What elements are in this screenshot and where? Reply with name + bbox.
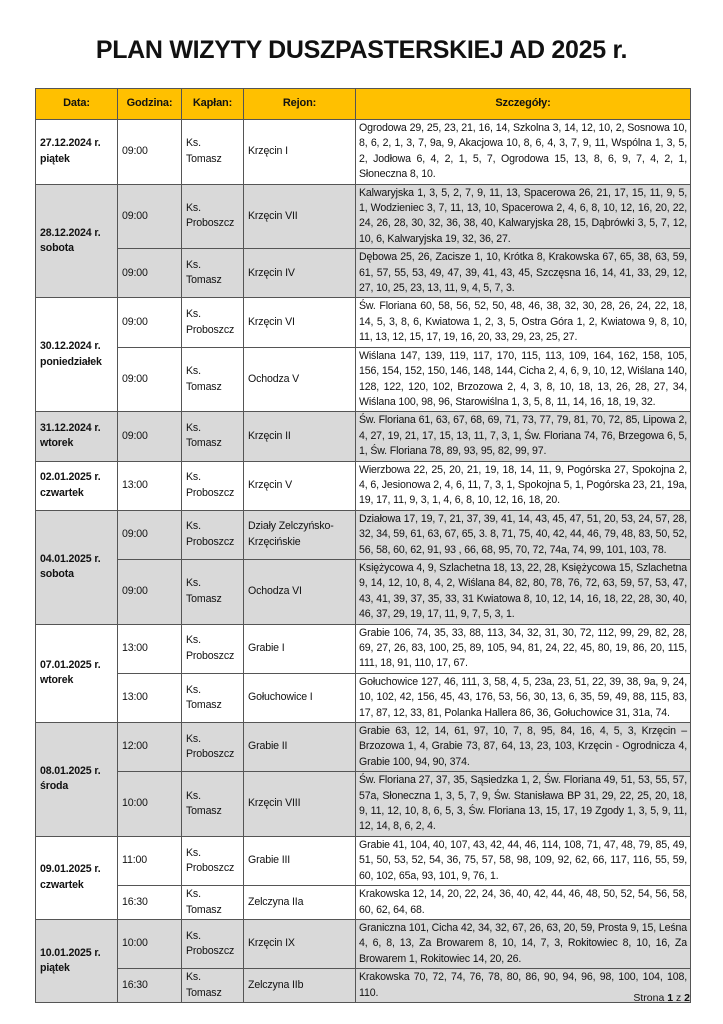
details-cell: Ogrodowa 29, 25, 23, 21, 16, 14, Szkolna 3, 14, 12, 10, 2, Sosnowa 10, 8, 6, 2, 1, 3, 7, 9a, 9, Akacjowa 10, 8, 6, 4, 3, 7, 9, 11, Wspólna 1, 3, 5, 2, Jodłowa 6, 4, 2, 1, 5, 7, Ogrodowa 15, 13, 8, 6, 9, 7, 4, 2, 1, Słoneczna 8, 10.	[356, 120, 691, 185]
time-cell: 09:00	[118, 559, 182, 624]
date-cell	[36, 624, 118, 722]
details-cell: Krakowska 70, 72, 74, 76, 78, 80, 86, 90, 94, 96, 98, 100, 104, 108, 110.	[356, 969, 691, 1003]
table-row	[36, 184, 691, 249]
priest-cell: Ks. Proboszcz	[182, 461, 244, 510]
visit-weekday: piątek	[40, 961, 70, 974]
visit-weekday: czwartek	[40, 878, 84, 891]
region-cell: Ochodza V	[244, 347, 356, 412]
table-row	[36, 347, 691, 412]
region-cell: Zelczyna IIb	[244, 969, 356, 1003]
region-cell: Zelczyna IIa	[244, 886, 356, 920]
visit-weekday: sobota	[40, 242, 74, 255]
table-row	[36, 673, 691, 722]
priest-cell: Ks. Tomasz	[182, 249, 244, 298]
time-cell: 13:00	[118, 461, 182, 510]
priest-cell: Ks. Proboszcz	[182, 510, 244, 559]
time-cell: 09:00	[118, 298, 182, 347]
header-date: Data:	[36, 89, 118, 120]
details-cell: Grabie 63, 12, 14, 61, 97, 10, 7, 8, 95, 84, 16, 4, 5, 3, Krzęcin – Brzozowa 1, 4, Grabie 73, 87, 64, 13, 23, 103, Krzęcin - Ogrodnicza 4, Grabie 100, 94, 90, 374.	[356, 723, 691, 772]
table-row	[36, 120, 691, 185]
table-row	[36, 298, 691, 347]
details-cell: Księżycowa 4, 9, Szlachetna 18, 13, 22, 28, Księżycowa 15, Szlachetna 9, 14, 12, 10, 8, 4, 2, Wiślana 84, 82, 80, 78, 76, 72, 63, 59, 57, 53, 47, 43, 41, 39, 37, 35, 33, 31 Kwiatowa 8, 10, 12, 14, 16, 18, 22, 28, 30, 40, 46, 37, 29, 19, 17, 11, 9, 7, 5, 3, 1.	[356, 559, 691, 624]
header-priest: Kapłan:	[182, 89, 244, 120]
table-row	[36, 510, 691, 559]
visit-date: 10.01.2025 r.	[40, 946, 101, 959]
page-sep: z	[675, 992, 682, 1004]
details-cell: Św. Floriana 61, 63, 67, 68, 69, 71, 73, 77, 79, 81, 70, 72, 85, Lipowa 2, 4, 27, 19, 21, 17, 15, 13, 11, 7, 3, 1, Św. Floriana 74, 76, Brzegowa 6, 5, 1, Św. Floriana 78, 89, 93, 95, 82, 99, 97.	[356, 412, 691, 461]
region-cell: Krzęcin VII	[244, 184, 356, 249]
table-header-row	[36, 89, 691, 120]
details-cell: Gołuchowice 127, 46, 111, 3, 58, 4, 5, 23a, 23, 51, 22, 39, 38, 9a, 9, 24, 10, 102, 42, 156, 45, 43, 176, 53, 56, 30, 13, 6, 35, 59, 49, 88, 115, 83, 17, 87, 12, 33, 81, Polanka Hallera 86, 36, Gołuchowice 31, 31a, 74.	[356, 673, 691, 722]
time-cell: 13:00	[118, 624, 182, 673]
table-row	[36, 624, 691, 673]
table-row	[36, 886, 691, 920]
table-row	[36, 559, 691, 624]
visit-weekday: wtorek	[40, 674, 74, 687]
total-pages: 2	[684, 992, 690, 1004]
visit-date: 07.01.2025 r.	[40, 658, 101, 671]
details-cell: Wierzbowa 22, 25, 20, 21, 19, 18, 14, 11, 9, Pogórska 27, Spokojna 2, 4, 6, Jesionowa 2, 4, 6, 11, 7, 3, 1, Spokojna 5, 1, Pogórska 23, 21, 19a, 19, 17, 11, 9, 3, 1, 4, 6, 8, 10, 12, 16, 18, 20.	[356, 461, 691, 510]
region-cell: Gołuchowice I	[244, 673, 356, 722]
region-cell: Grabie II	[244, 723, 356, 772]
visit-date: 27.12.2024 r.	[40, 137, 101, 150]
priest-cell: Ks. Tomasz	[182, 673, 244, 722]
region-cell: Krzęcin VI	[244, 298, 356, 347]
details-cell: Grabie 41, 104, 40, 107, 43, 42, 44, 46, 114, 108, 71, 47, 48, 79, 85, 49, 51, 50, 53, 52, 54, 36, 75, 57, 58, 98, 109, 92, 62, 66, 117, 116, 55, 59, 60, 102, 65a, 93, 101, 9, 76, 1.	[356, 836, 691, 885]
priest-cell: Ks. Proboszcz	[182, 919, 244, 968]
table-row	[36, 969, 691, 1003]
date-cell	[36, 836, 118, 919]
visit-weekday: czwartek	[40, 486, 84, 499]
date-cell	[36, 298, 118, 412]
date-cell	[36, 412, 118, 461]
priest-cell: Ks. Tomasz	[182, 886, 244, 920]
visit-date: 04.01.2025 r.	[40, 552, 101, 565]
region-cell: Krzęcin II	[244, 412, 356, 461]
time-cell: 09:00	[118, 184, 182, 249]
visit-date: 08.01.2025 r.	[40, 765, 101, 778]
visit-weekday: sobota	[40, 568, 74, 581]
details-cell: Dębowa 25, 26, Zacisze 1, 10, Krótka 8, Krakowska 67, 65, 38, 63, 59, 61, 57, 55, 53, 49, 47, 39, 41, 43, 45, Szczęsna 16, 14, 41, 33, 29, 12, 27, 10, 25, 23, 13, 11, 9, 4, 5, 7, 3.	[356, 249, 691, 298]
time-cell: 16:30	[118, 886, 182, 920]
region-cell: Ochodza VI	[244, 559, 356, 624]
region-cell: Grabie I	[244, 624, 356, 673]
date-cell	[36, 461, 118, 510]
details-cell: Wiślana 147, 139, 119, 117, 170, 115, 113, 109, 164, 162, 158, 105, 156, 154, 152, 150, 146, 148, 144, Cicha 2, 4, 6, 9, 10, 12, Wiślana 140, 128, 122, 120, 102, Brzozowa 2, 4, 3, 8, 10, 18, 13, 26, 28, 27, 34, Wiślana 100, 98, 96, Starowiślna 1, 3, 5, 8, 11, 14, 16, 18, 19, 32.	[356, 347, 691, 412]
page-title: PLAN WIZYTY DUSZPASTERSKIEJ AD 2025 r.	[95, 36, 628, 64]
header-region: Rejon:	[244, 89, 356, 120]
table-row	[36, 919, 691, 968]
time-cell: 09:00	[118, 120, 182, 185]
header-details: Szczegóły:	[356, 89, 691, 120]
visit-date: 09.01.2025 r.	[40, 863, 101, 876]
table-row	[36, 412, 691, 461]
table-row	[36, 461, 691, 510]
details-cell: Św. Floriana 27, 37, 35, Sąsiedzka 1, 2, Św. Floriana 49, 51, 53, 55, 57, 57a, Słoneczna 1, 3, 5, 7, 9, Św. Stanisława BP 31, 29, 22, 25, 20, 18, 9, 11, 12, 10, 8, 6, 5, 3, Św. Floriana 13, 15, 17, 19 Zgody 1, 3, 5, 9, 11, 12, 14, 8, 6, 2, 4.	[356, 772, 691, 837]
time-cell: 10:00	[118, 772, 182, 837]
details-cell: Św. Floriana 60, 58, 56, 52, 50, 48, 46, 38, 32, 30, 28, 26, 24, 22, 18, 14, 5, 3, 8, 6, Kwiatowa 1, 2, 3, 5, Ostra Góra 1, 2, Kwiatowa 9, 8, 10, 11, 13, 12, 15, 17, 19, 16, 20, 33, 29, 23, 25, 27.	[356, 298, 691, 347]
priest-cell: Ks. Tomasz	[182, 559, 244, 624]
visit-date: 28.12.2024 r.	[40, 226, 101, 239]
details-cell: Kalwaryjska 1, 3, 5, 2, 7, 9, 11, 13, Spacerowa 26, 21, 17, 15, 11, 9, 5, 1, Wodzieniec 3, 7, 11, 13, 10, Spacerowa 2, 4, 6, 8, 10, 12, 16, 20, 22, 24, 26, 28, 30, 32, 36, 38, 40, Kalwaryjska 28, 15, Dąbrówki 3, 5, 7, 12, 10, 6, Kalwaryjska 19, 32, 36, 27.	[356, 184, 691, 249]
date-cell	[36, 723, 118, 837]
current-page: 1	[667, 992, 674, 1004]
details-cell: Działowa 17, 19, 7, 21, 37, 39, 41, 14, 43, 45, 47, 51, 20, 53, 24, 57, 28, 32, 34, 59, 61, 63, 67, 65, 3. 8, 71, 75, 40, 42, 44, 46, 79, 48, 83, 50, 52, 56, 58, 60, 62, 91, 93 , 66, 68, 95, 70, 72, 74a, 74, 99, 101, 103, 78.	[356, 510, 691, 559]
priest-cell: Ks. Tomasz	[182, 120, 244, 185]
visit-date: 31.12.2024 r.	[40, 422, 101, 435]
page-prefix: Strona	[633, 992, 665, 1004]
date-cell	[36, 184, 118, 298]
details-cell: Grabie 106, 74, 35, 33, 88, 113, 34, 32, 31, 30, 72, 112, 99, 29, 82, 28, 69, 27, 26, 83, 100, 25, 89, 105, 94, 81, 24, 22, 45, 80, 19, 86, 20, 115, 111, 18, 91, 110, 17, 67.	[356, 624, 691, 673]
region-cell: Krzęcin IV	[244, 249, 356, 298]
time-cell: 09:00	[118, 249, 182, 298]
region-cell: Krzęcin V	[244, 461, 356, 510]
region-cell: Krzęcin I	[244, 120, 356, 185]
priest-cell: Ks. Tomasz	[182, 969, 244, 1003]
time-cell: 09:00	[118, 347, 182, 412]
date-cell	[36, 120, 118, 185]
time-cell: 10:00	[118, 919, 182, 968]
time-cell: 16:30	[118, 969, 182, 1003]
priest-cell: Ks. Tomasz	[182, 772, 244, 837]
time-cell: 09:00	[118, 412, 182, 461]
details-cell: Graniczna 101, Cicha 42, 34, 32, 67, 26, 63, 20, 59, Prosta 9, 15, Leśna 4, 6, 8, 13, Za Browarem 8, 10, 14, 7, 3, Rokitowiec 8, 10, 16, Za Browarem 1, Rokitowiec 14, 20, 26.	[356, 919, 691, 968]
region-cell: Grabie III	[244, 836, 356, 885]
priest-cell: Ks. Proboszcz	[182, 836, 244, 885]
priest-cell: Ks. Proboszcz	[182, 624, 244, 673]
time-cell: 13:00	[118, 673, 182, 722]
time-cell: 12:00	[118, 723, 182, 772]
visit-weekday: środa	[40, 780, 69, 793]
time-cell: 11:00	[118, 836, 182, 885]
region-cell: Krzęcin IX	[244, 919, 356, 968]
region-cell: Działy Zelczyńsko-Krzęcińskie	[244, 510, 356, 559]
priest-cell: Ks. Proboszcz	[182, 298, 244, 347]
table-row	[36, 723, 691, 772]
date-cell	[36, 919, 118, 1002]
visit-weekday: poniedziałek	[40, 355, 102, 368]
details-cell: Krakowska 12, 14, 20, 22, 24, 36, 40, 42, 44, 46, 48, 50, 52, 54, 56, 58, 60, 62, 64, 68.	[356, 886, 691, 920]
visit-date: 02.01.2025 r.	[40, 471, 101, 484]
visit-weekday: piątek	[40, 152, 70, 165]
priest-cell: Ks. Proboszcz	[182, 184, 244, 249]
priest-cell: Ks. Tomasz	[182, 347, 244, 412]
visit-date: 30.12.2024 r.	[40, 340, 101, 353]
date-cell	[36, 510, 118, 624]
priest-cell: Ks. Tomasz	[182, 412, 244, 461]
table-row	[36, 772, 691, 837]
priest-cell: Ks. Proboszcz	[182, 723, 244, 772]
time-cell: 09:00	[118, 510, 182, 559]
region-cell: Krzęcin VIII	[244, 772, 356, 837]
table-row	[36, 249, 691, 298]
header-time: Godzina:	[118, 89, 182, 120]
page-number	[633, 992, 690, 1004]
visit-schedule-table	[35, 88, 691, 1003]
table-row	[36, 836, 691, 885]
table-body	[36, 120, 691, 1003]
visit-weekday: wtorek	[40, 437, 74, 450]
